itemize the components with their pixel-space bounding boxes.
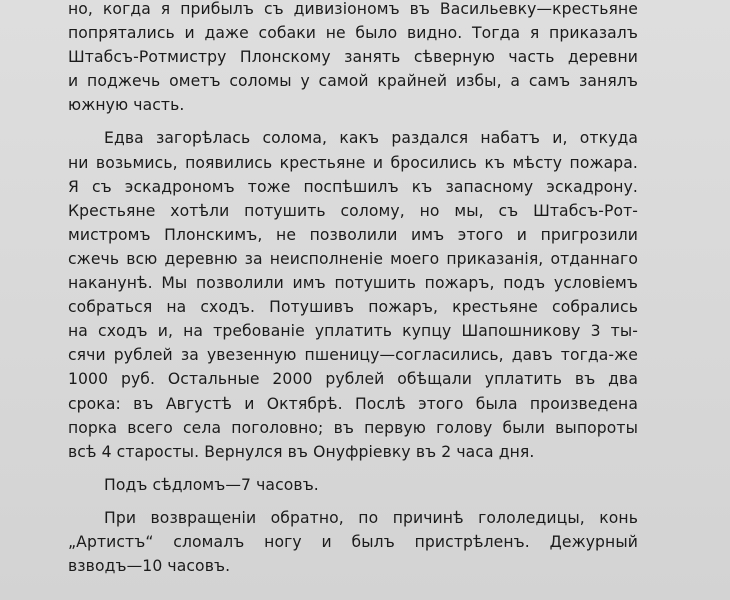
text-line: наканунѣ. Мы позволили имъ потушить пожаръ, подъ условiемъ	[68, 274, 638, 293]
text-line: взводъ—10 часовъ.	[68, 557, 231, 576]
text-line: но, когда я прибылъ съ дивизiономъ въ Васильевку—крестьяне	[68, 0, 638, 18]
paragraph-1	[68, 0, 638, 117]
text-line: всѣ 4 старосты. Вернулся въ Онуфрiевку въ 2 часа дня.	[68, 442, 535, 461]
paragraph-3	[68, 473, 638, 497]
text-line: Крестьяне хотѣли потушить солому, но мы, съ Штабсъ-Рот-	[68, 201, 638, 220]
text-line: порка всего села поголовно; въ первую голову были выпороты	[68, 418, 638, 437]
text-line: Я съ эскадрономъ тоже поспѣшилъ къ запасному эскадрону.	[68, 177, 638, 196]
paragraph-2	[68, 126, 638, 463]
text-line: Штабсъ-Ротмистру Плонскому занять сѣверную часть деревни	[68, 48, 638, 67]
text-line: срока: въ Августѣ и Октябрѣ. Послѣ этого была произведена	[68, 394, 638, 413]
text-line: южную часть.	[68, 96, 185, 115]
text-line: попрятались и даже собаки не было видно. Тогда я приказалъ	[68, 24, 638, 43]
text-line: сячи рублей за увезенную пшеницу—согласились, давъ тогда-же	[68, 346, 638, 365]
text-line: и поджечь ометъ соломы у самой крайней избы, а самъ занялъ	[68, 72, 638, 91]
text-line: собраться на сходъ. Потушивъ пожаръ, крестьяне собрались	[68, 298, 638, 317]
text-line: 1000 руб. Остальные 2000 рублей обѣщали уплатить въ два	[68, 370, 638, 389]
paragraph-4	[68, 506, 638, 578]
text-line: на сходъ и, на требованiе уплатить купцу Шапошникову 3 ты-	[68, 322, 638, 341]
text-line: „Артистъ“ сломалъ ногу и былъ пристрѣленъ. Дежурный	[68, 532, 638, 551]
text-body	[68, 0, 638, 578]
text-line: Едва загорѣлась солома, какъ раздался набатъ и, откуда	[104, 129, 638, 148]
text-line: сжечь всю деревню за неисполненiе моего приказанiя, отданнаго	[68, 249, 638, 268]
text-line: ни возьмись, появились крестьяне и бросились къ мѣсту пожара.	[68, 153, 638, 172]
text-line: При возвращенiи обратно, по причинѣ гололедицы, конь	[104, 508, 638, 527]
text-line: Подъ сѣдломъ—7 часовъ.	[104, 475, 319, 494]
text-line: мистромъ Плонскимъ, не позволили имъ этого и пригрозили	[68, 225, 638, 244]
